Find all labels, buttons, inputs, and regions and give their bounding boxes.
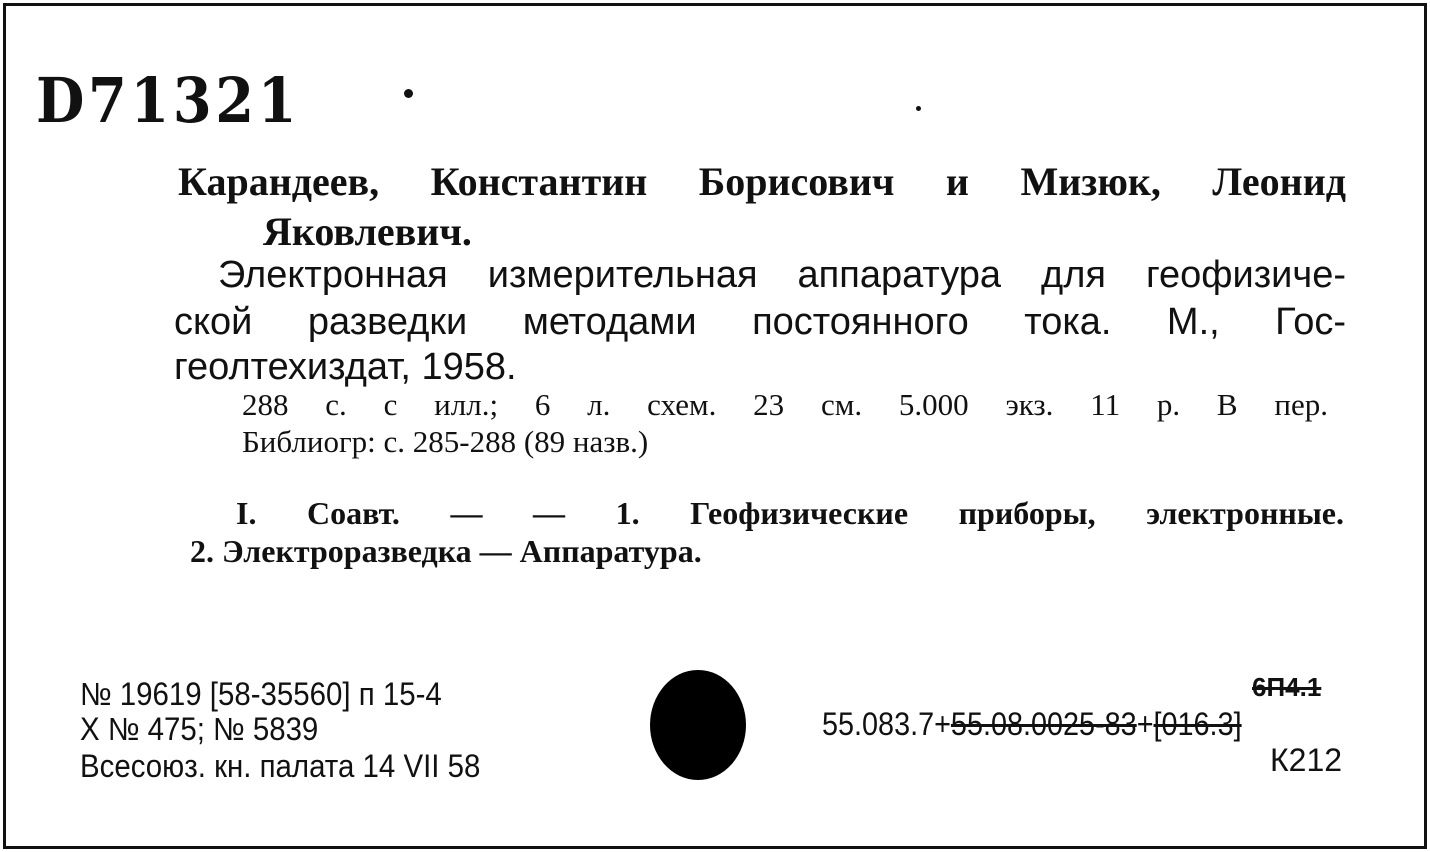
registration-line-2: X № 475; № 5839 [80, 711, 319, 747]
catalog-card [3, 3, 1427, 849]
classification-code: К212 [1270, 742, 1343, 778]
registration-line-1: № 19619 [58-35560] п 15-4 [80, 676, 442, 712]
accession-number: D71321 [36, 64, 301, 137]
bibliography-note: Библиогр: с. 285-288 (89 назв.) [242, 424, 649, 459]
title-line-2: ской разведки методами постоянного тока. М., Гос- [174, 301, 1346, 343]
authors-line-2: Яковлевич. [263, 209, 472, 254]
stamp-dot-2 [916, 106, 921, 111]
physical-description: 288 с. с илл.; 6 л. схем. 23 см. 5.000 экз. 11 р. В пер. [242, 387, 1328, 422]
title-line-3: геолтехиздат, 1958. [174, 346, 517, 388]
subject-headings-line-1: I. Соавт. — — 1. Геофизические приборы, электронные. [236, 495, 1344, 531]
classification-top: 6П4.1 [1252, 672, 1322, 702]
stamp-dot-1 [404, 89, 413, 98]
punch-hole [650, 670, 746, 780]
subject-headings-line-2: 2. Электроразведка — Аппаратура. [190, 533, 702, 569]
title-line-1: Электронная измерительная аппаратура для геофизиче- [218, 254, 1346, 296]
registration-line-3: Всесоюз. кн. палата 14 VII 58 [80, 748, 481, 784]
udc-struck-part: 55.08.0025-83 [950, 706, 1137, 742]
udc-part-2: + [1136, 706, 1154, 742]
authors-line-1: Карандеев, Константин Борисович и Мизюк, Леонид [178, 159, 1346, 204]
udc-struck-part-2: [016.3] [1153, 706, 1242, 742]
udc-part-1: 55.083.7+ [822, 706, 951, 742]
classification-udc [822, 706, 1242, 743]
